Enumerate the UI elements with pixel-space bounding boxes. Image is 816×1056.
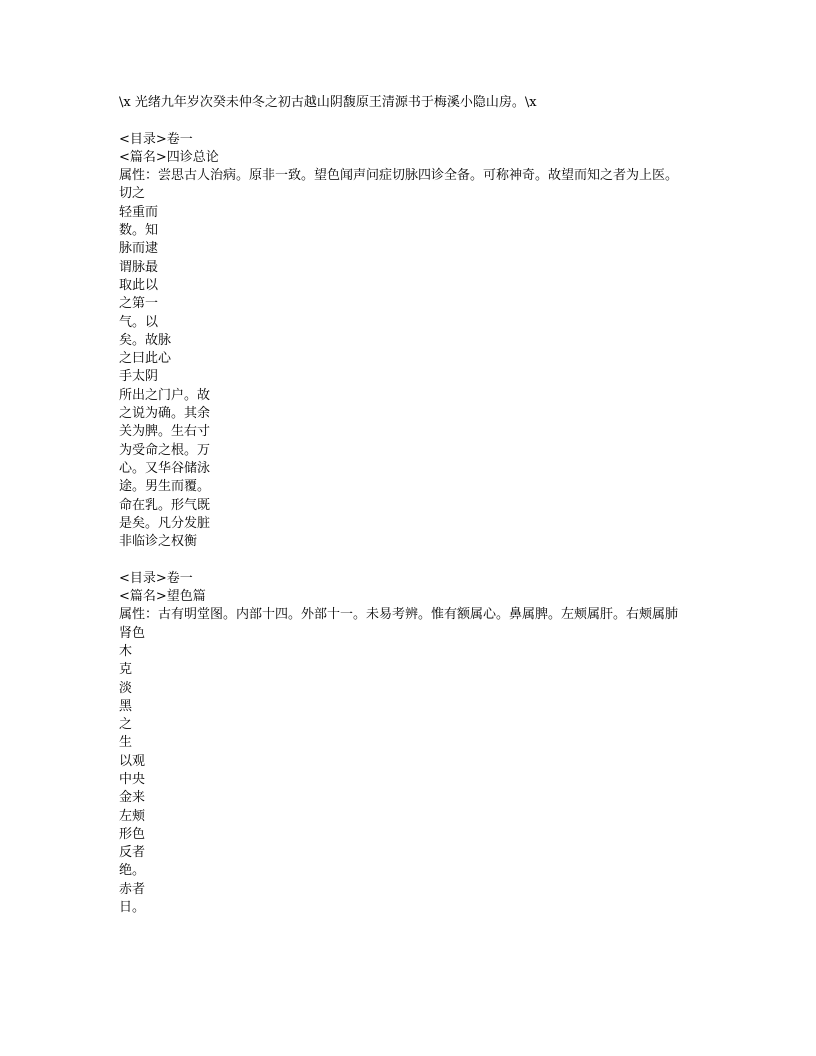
text-fragment-line: 途。男生而覆。 <box>119 479 211 495</box>
text-fragment-line: 脉而逮 <box>119 241 159 257</box>
section-color-inspection <box>119 570 699 918</box>
text-fragment-line: 之第一 <box>119 296 159 312</box>
fragment-list <box>119 185 699 551</box>
attribute-text: 属性：古有明堂图。内部十四。外部十一。未易考辨。惟有额属心。鼻属脾。左颊属肝。右颊属肺 <box>119 607 679 623</box>
header-line: \x 光绪九年岁次癸未仲冬之初古越山阴馥原王清源书于梅溪小隐山房。\x <box>119 95 537 110</box>
text-fragment-line: 金来 <box>119 790 146 806</box>
text-fragment-line: 气。以 <box>119 314 159 330</box>
text-fragment-line: 为受命之根。万 <box>119 442 211 458</box>
text-fragment-line: 日。 <box>119 900 146 916</box>
text-fragment-line: 所出之门户。故 <box>119 387 211 403</box>
text-fragment-line: 之说为确。其余 <box>119 406 211 422</box>
document-page <box>119 94 699 917</box>
section-four-diagnosis <box>119 131 699 552</box>
text-fragment-line: 绝。 <box>119 863 146 879</box>
text-fragment-line: 木 <box>119 643 133 659</box>
blank-line <box>119 112 699 130</box>
text-fragment-line: 心。又华谷储泳 <box>119 460 211 476</box>
text-fragment-line: 淡 <box>119 680 133 696</box>
text-fragment-line: 黑 <box>119 698 133 714</box>
text-fragment-line: 之 <box>119 717 133 733</box>
text-fragment-line: 中央 <box>119 771 146 787</box>
text-fragment-line: 切之 <box>119 186 146 202</box>
text-fragment-line: 生 <box>119 735 133 751</box>
text-fragment-line: 反者 <box>119 845 146 861</box>
catalog-label: <目录>卷一 <box>119 570 193 586</box>
text-fragment-line: 手太阴 <box>119 369 159 385</box>
chapter-title: <篇名>望色篇 <box>119 589 206 605</box>
text-fragment-line: 命在乳。形气既 <box>119 497 211 513</box>
attribute-text: 属性：尝思古人治病。原非一致。望色闻声问症切脉四诊全备。可称神奇。故望而知之者为上医。 <box>119 168 679 184</box>
text-fragment-line: 矣。故脉 <box>119 332 172 348</box>
text-fragment-line: 轻重而 <box>119 204 159 220</box>
text-fragment-line: 赤者 <box>119 881 146 897</box>
chapter-title: <篇名>四诊总论 <box>119 149 219 165</box>
text-fragment-line: 非临诊之权衡 <box>119 534 198 550</box>
text-fragment-line: 关为脾。生右寸 <box>119 424 211 440</box>
text-fragment-line: 之曰此心 <box>119 351 172 367</box>
text-fragment-line: 肾色 <box>119 625 146 641</box>
text-fragment-line: 形色 <box>119 826 146 842</box>
text-fragment-line: 数。知 <box>119 223 159 239</box>
text-fragment-line: 取此以 <box>119 277 159 293</box>
fragment-list <box>119 625 699 918</box>
text-fragment-line: 谓脉最 <box>119 259 159 275</box>
blank-line <box>119 551 699 569</box>
catalog-label: <目录>卷一 <box>119 131 193 147</box>
text-fragment-line: 左颊 <box>119 808 146 824</box>
text-fragment-line: 克 <box>119 662 133 678</box>
text-fragment-line: 以观 <box>119 753 146 769</box>
text-fragment-line: 是矣。凡分发脏 <box>119 515 211 531</box>
